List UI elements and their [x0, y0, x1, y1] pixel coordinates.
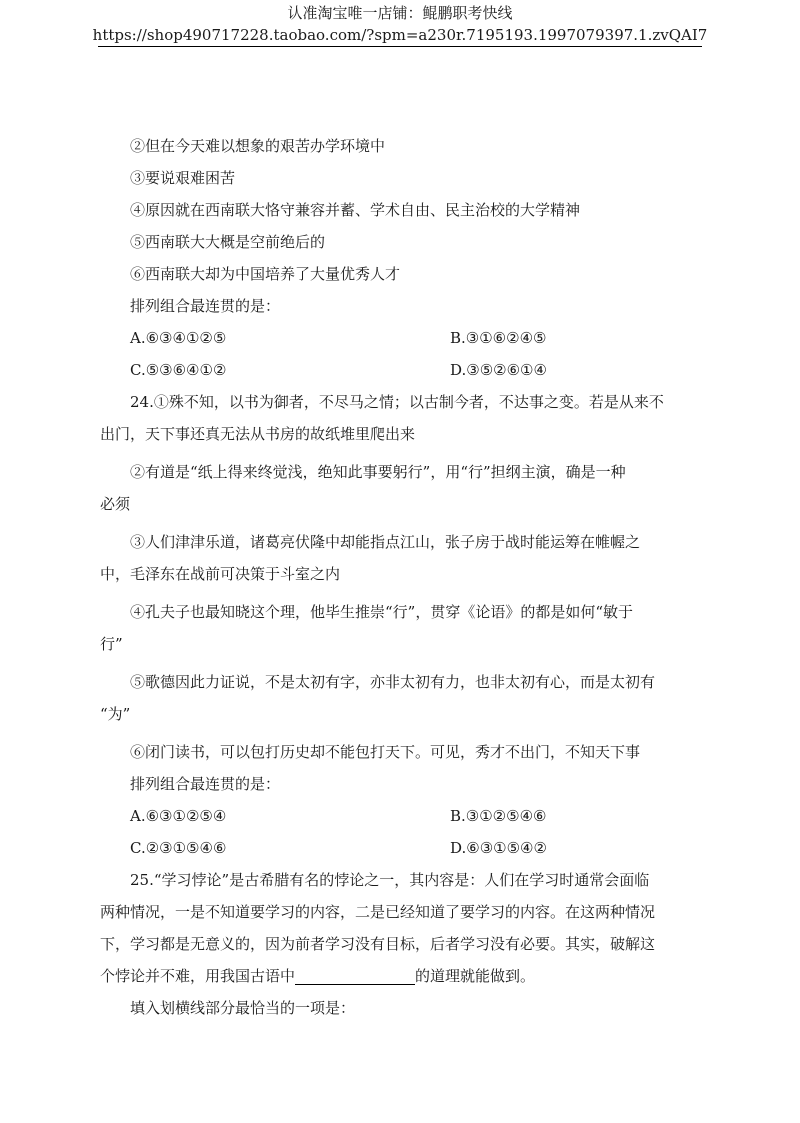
q24-sentence-4a: ④孔夫子也最知晓这个理，他毕生推崇“行”，贯穿《论语》的都是如何“敏于: [130, 603, 634, 621]
q25-line-4: [100, 960, 700, 992]
q24-sentence-3a: ③人们津津乐道，诸葛亮伏隆中却能指点江山，张子房于战时能运筹在帷幄之: [130, 533, 641, 551]
q23-options-row-1: [130, 322, 700, 354]
q24-option-a: A.⑥③①②⑤④: [130, 807, 227, 825]
q24-sentence-1b: 出门，天下事还真无法从书房的故纸堆里爬出来: [100, 425, 416, 443]
q23-sentence-2: ②但在今天难以想象的艰苦办学环境中: [130, 137, 386, 155]
q23-option-c: C.⑤③⑥④①②: [130, 361, 227, 379]
q24-sentence-5b: “为”: [100, 705, 131, 723]
q25-prompt: 填入划横线部分最恰当的一项是：: [130, 999, 356, 1017]
question-content: [100, 130, 700, 1024]
q23-option-d: D.③⑤②⑥①④: [450, 361, 547, 379]
q24-sentence-3b: 中，毛泽东在战前可决策于斗室之内: [100, 565, 341, 583]
q24-option-c: C.②③①⑤④⑥: [130, 839, 227, 857]
q23-prompt: 排列组合最连贯的是：: [130, 297, 281, 315]
q24-sentence-2a: ②有道是“纸上得来终觉浅，绝知此事要躬行”，用“行”担纲主演，确是一种: [130, 463, 626, 481]
q24-options-row-1: [130, 800, 700, 832]
q24-prompt: 排列组合最连贯的是：: [130, 775, 281, 793]
q24-sentence-5a: ⑤歌德因此力证说，不是太初有字，亦非太初有力，也非太初有心，而是太初有: [130, 673, 656, 691]
q25-line-2: 两种情况，一是不知道要学习的内容，二是已经知道了要学习的内容。在这两种情况: [100, 903, 656, 921]
q23-sentence-6: ⑥西南联大却为中国培养了大量优秀人才: [130, 265, 401, 283]
q25-line-3: 下，学习都是无意义的，因为前者学习没有目标，后者学习没有必要。其实，破解这: [100, 935, 656, 953]
q23-sentence-4: ④原因就在西南联大恪守兼容并蓄、学术自由、民主治校的大学精神: [130, 201, 581, 219]
q25-line-1: 25.“学习悖论”是古希腊有名的悖论之一，其内容是：人们在学习时通常会面临: [130, 871, 650, 889]
q24-sentence-6: ⑥闭门读书，可以包打历史却不能包打天下。可见，秀才不出门，不知天下事: [130, 743, 641, 761]
header-divider: [98, 46, 702, 47]
q23-sentence-5: ⑤西南联大大概是空前绝后的: [130, 233, 326, 251]
q24-sentence-1a: 24.①殊不知，以书为御者，不尽马之情；以古制今者，不达事之变。若是从来不: [130, 393, 664, 411]
q24-sentence-2b: 必须: [100, 495, 131, 513]
q23-option-a: A.⑥③④①②⑤: [130, 329, 227, 347]
q24-sentence-4b: 行”: [100, 635, 123, 653]
q23-option-b: B.③①⑥②④⑤: [450, 329, 547, 347]
q24-options-row-2: [130, 832, 700, 864]
q23-options-row-2: [130, 354, 700, 386]
header-store-url: https://shop490717228.taobao.com/?spm=a230r.7195193.1997079397.1.zvQAI7: [92, 26, 708, 44]
page-header: [0, 0, 800, 46]
q24-option-d: D.⑥③①⑤④②: [450, 839, 547, 857]
q25-line-4-end: 的道理就能做到。: [415, 967, 536, 985]
q25-line-4-start: 个悖论并不难，用我国古语中: [100, 967, 296, 985]
q23-sentence-3: ③要说艰难困苦: [130, 169, 236, 187]
answer-blank: [295, 964, 415, 985]
q24-option-b: B.③①②⑤④⑥: [450, 807, 547, 825]
header-store-name: 认准淘宝唯一店铺：鲲鹏职考快线: [287, 4, 513, 22]
